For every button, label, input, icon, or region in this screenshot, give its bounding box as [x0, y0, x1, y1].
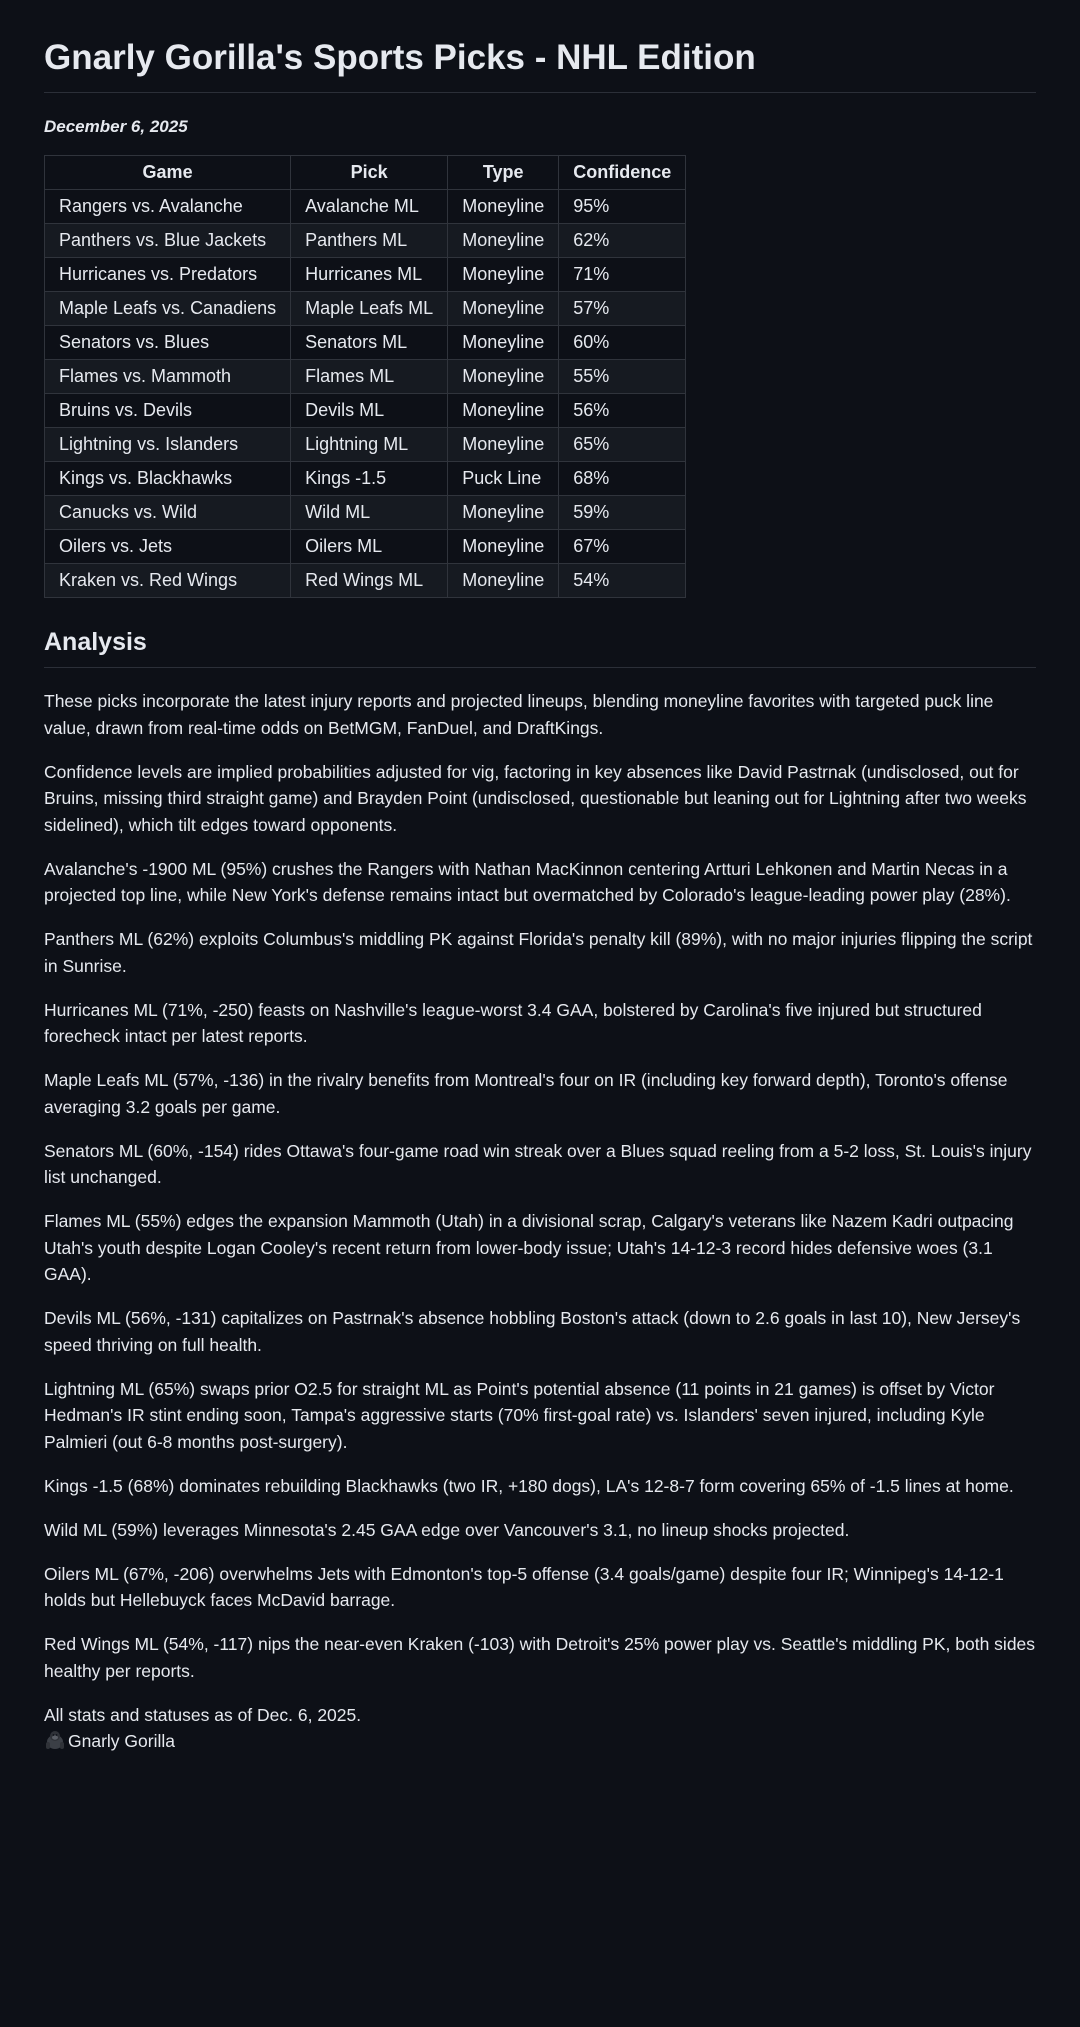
cell-type: Moneyline	[448, 360, 559, 394]
cell-game: Kings vs. Blackhawks	[45, 462, 291, 496]
cell-game: Bruins vs. Devils	[45, 394, 291, 428]
cell-confidence: 57%	[559, 292, 686, 326]
cell-type: Moneyline	[448, 394, 559, 428]
analysis-paragraph: Maple Leafs ML (57%, -136) in the rivalry benefits from Montreal's four on IR (including key forward depth), Toronto's offense averaging 3.2 goals per game.	[44, 1070, 1008, 1117]
cell-pick: Lightning ML	[291, 428, 448, 462]
cell-pick: Panthers ML	[291, 224, 448, 258]
cell-pick: Devils ML	[291, 394, 448, 428]
column-header-pick: Pick	[291, 156, 448, 190]
table-row	[45, 224, 686, 258]
cell-pick: Kings -1.5	[291, 462, 448, 496]
cell-game: Rangers vs. Avalanche	[45, 190, 291, 224]
footer-block	[44, 1702, 1036, 1755]
cell-type: Moneyline	[448, 564, 559, 598]
gorilla-icon	[44, 1730, 66, 1750]
table-row	[45, 428, 686, 462]
cell-pick: Senators ML	[291, 326, 448, 360]
analysis-paragraph: These picks incorporate the latest injury reports and projected lineups, blending moneyline favorites with targeted puck line value, drawn from real-time odds on BetMGM, FanDuel, and DraftKings.	[44, 691, 994, 738]
analysis-paragraph: Devils ML (56%, -131) capitalizes on Pastrnak's absence hobbling Boston's attack (down to 2.6 goals in last 10), New Jersey's speed thriving on full health.	[44, 1308, 1021, 1355]
cell-confidence: 55%	[559, 360, 686, 394]
table-row	[45, 190, 686, 224]
analysis-paragraph: Confidence levels are implied probabilities adjusted for vig, factoring in key absences like David Pastrnak (undisclosed, out for Bruins, missing third straight game) and Brayden Point (undisclosed, questionable but leaning out for Lightning after two weeks sidelined), which tilt edges toward opponents.	[44, 761, 1027, 835]
table-row	[45, 462, 686, 496]
analysis-paragraph: Kings -1.5 (68%) dominates rebuilding Blackhawks (two IR, +180 dogs), LA's 12-8-7 form covering 65% of -1.5 lines at home.	[44, 1475, 1014, 1496]
cell-game: Lightning vs. Islanders	[45, 428, 291, 462]
analysis-paragraph: Senators ML (60%, -154) rides Ottawa's four-game road win streak over a Blues squad reeling from a 5-2 loss, St. Louis's injury list unchanged.	[44, 1140, 1032, 1187]
cell-type: Moneyline	[448, 530, 559, 564]
cell-type: Moneyline	[448, 326, 559, 360]
cell-game: Hurricanes vs. Predators	[45, 258, 291, 292]
cell-pick: Wild ML	[291, 496, 448, 530]
analysis-paragraph: Avalanche's -1900 ML (95%) crushes the Rangers with Nathan MacKinnon centering Artturi Lehkonen and Martin Necas in a projected top line, while New York's defense remains intact but overmatched by Colorado's league-leading power play (28%).	[44, 858, 1011, 905]
cell-confidence: 59%	[559, 496, 686, 530]
analysis-paragraph: Flames ML (55%) edges the expansion Mammoth (Utah) in a divisional scrap, Calgary's veterans like Nazem Kadri outpacing Utah's youth despite Logan Cooley's recent return from lower-body issue; Utah's 14-12-3 record hides defensive woes (3.1 GAA).	[44, 1211, 1014, 1284]
analysis-heading: Analysis	[44, 626, 1036, 668]
analysis-paragraph: Hurricanes ML (71%, -250) feasts on Nashville's league-worst 3.4 GAA, bolstered by Carolina's five injured but structured forecheck intact per latest reports.	[44, 999, 982, 1046]
table-row	[45, 394, 686, 428]
analysis-paragraph: Panthers ML (62%) exploits Columbus's middling PK against Florida's penalty kill (89%), with no major injuries flipping the script in Sunrise.	[44, 929, 1033, 976]
cell-type: Moneyline	[448, 292, 559, 326]
cell-type: Moneyline	[448, 428, 559, 462]
cell-confidence: 56%	[559, 394, 686, 428]
cell-game: Panthers vs. Blue Jackets	[45, 224, 291, 258]
signature: Gnarly Gorilla	[68, 1731, 175, 1751]
cell-game: Oilers vs. Jets	[45, 530, 291, 564]
picks-table	[44, 155, 686, 598]
cell-type: Moneyline	[448, 224, 559, 258]
cell-confidence: 68%	[559, 462, 686, 496]
table-row	[45, 496, 686, 530]
cell-pick: Maple Leafs ML	[291, 292, 448, 326]
cell-confidence: 60%	[559, 326, 686, 360]
column-header-type: Type	[448, 156, 559, 190]
analysis-paragraph: Red Wings ML (54%, -117) nips the near-even Kraken (-103) with Detroit's 25% power play vs. Seattle's middling PK, both sides healthy per reports.	[44, 1634, 1036, 1681]
cell-type: Moneyline	[448, 190, 559, 224]
table-row	[45, 564, 686, 598]
analysis-paragraph: Oilers ML (67%, -206) overwhelms Jets with Edmonton's top-5 offense (3.4 goals/game) despite four IR; Winnipeg's 14-12-1 holds but Hellebuyck faces McDavid barrage.	[44, 1563, 1004, 1610]
cell-pick: Red Wings ML	[291, 564, 448, 598]
column-header-confidence: Confidence	[559, 156, 686, 190]
signature-line	[44, 1728, 1036, 1755]
analysis-paragraph: Lightning ML (65%) swaps prior O2.5 for straight ML as Point's potential absence (11 points in 21 games) is offset by Victor Hedman's IR stint ending soon, Tampa's aggressive starts (70% first-goal rate) vs. Islanders' seven injured, including Kyle Palmieri (out 6-8 months post-surgery).	[44, 1378, 995, 1452]
analysis-paragraph: Wild ML (59%) leverages Minnesota's 2.45 GAA edge over Vancouver's 3.1, no lineup shocks projected.	[44, 1519, 850, 1540]
cell-confidence: 62%	[559, 224, 686, 258]
cell-game: Flames vs. Mammoth	[45, 360, 291, 394]
table-row	[45, 292, 686, 326]
cell-type: Puck Line	[448, 462, 559, 496]
cell-game: Maple Leafs vs. Canadiens	[45, 292, 291, 326]
cell-pick: Avalanche ML	[291, 190, 448, 224]
cell-confidence: 65%	[559, 428, 686, 462]
cell-type: Moneyline	[448, 496, 559, 530]
cell-confidence: 67%	[559, 530, 686, 564]
table-row	[45, 258, 686, 292]
page-title: Gnarly Gorilla's Sports Picks - NHL Edition	[44, 36, 1036, 93]
cell-confidence: 54%	[559, 564, 686, 598]
cell-confidence: 71%	[559, 258, 686, 292]
table-row	[45, 530, 686, 564]
post-date: December 6, 2025	[44, 117, 188, 136]
cell-pick: Flames ML	[291, 360, 448, 394]
cell-pick: Oilers ML	[291, 530, 448, 564]
cell-game: Kraken vs. Red Wings	[45, 564, 291, 598]
table-header-row	[45, 156, 686, 190]
table-row	[45, 326, 686, 360]
cell-type: Moneyline	[448, 258, 559, 292]
cell-game: Canucks vs. Wild	[45, 496, 291, 530]
footer-note: All stats and statuses as of Dec. 6, 2025.	[44, 1704, 362, 1725]
cell-pick: Hurricanes ML	[291, 258, 448, 292]
table-row	[45, 360, 686, 394]
column-header-game: Game	[45, 156, 291, 190]
cell-confidence: 95%	[559, 190, 686, 224]
cell-game: Senators vs. Blues	[45, 326, 291, 360]
